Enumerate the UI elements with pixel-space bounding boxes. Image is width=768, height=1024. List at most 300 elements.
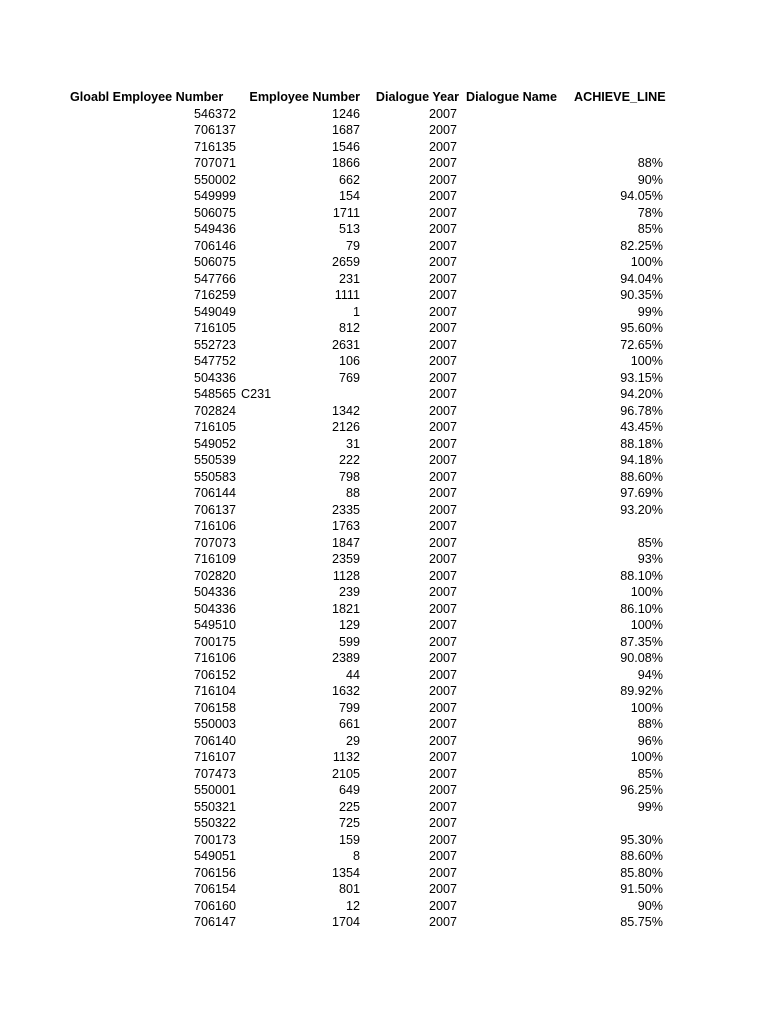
cell-achieve-line: 88.18% — [620, 436, 663, 451]
cell-dialogue-year: 2007 — [428, 601, 457, 616]
cell-global-employee-number: 706137 — [193, 502, 236, 517]
cell-global-employee-number: 706137 — [193, 123, 236, 137]
cell-global-employee-number: 716105 — [193, 420, 236, 434]
table-row — [68, 221, 666, 238]
cell-dialogue-name — [460, 898, 565, 915]
table-row — [68, 403, 666, 420]
table-row — [68, 122, 666, 139]
cell-dialogue-name — [460, 205, 565, 222]
cell-achieve-line: 94% — [637, 667, 663, 682]
cell-employee-number: 1342 — [331, 403, 360, 418]
cell-global-employee-number: 706140 — [193, 733, 236, 748]
cell-global-employee-number: 706156 — [193, 865, 236, 880]
header-employee-number: Employee Number — [249, 90, 360, 104]
table-row — [68, 436, 666, 453]
cell-achieve-line: 94.20% — [620, 387, 663, 401]
cell-achieve-line: 88% — [637, 156, 663, 170]
cell-dialogue-year: 2007 — [428, 535, 457, 550]
cell-dialogue-year: 2007 — [428, 453, 457, 467]
table-row — [68, 881, 666, 898]
cell-dialogue-name — [460, 271, 565, 288]
cell-achieve-line — [565, 815, 666, 832]
cell-achieve-line: 86.10% — [620, 601, 663, 616]
cell-dialogue-name — [460, 584, 565, 601]
cell-dialogue-name — [460, 568, 565, 585]
table-row — [68, 386, 666, 403]
table-row — [68, 304, 666, 321]
cell-achieve-line: 96.25% — [620, 783, 663, 797]
cell-global-employee-number: 549052 — [193, 436, 236, 451]
cell-dialogue-name — [460, 139, 565, 156]
cell-dialogue-year: 2007 — [428, 288, 457, 302]
cell-dialogue-name — [460, 469, 565, 486]
cell-global-employee-number: 716135 — [193, 139, 236, 154]
cell-global-employee-number: 552723 — [193, 337, 236, 352]
cell-dialogue-name — [460, 782, 565, 799]
cell-employee-number: 106 — [338, 354, 360, 368]
cell-dialogue-year: 2007 — [428, 865, 457, 880]
cell-achieve-line: 94.04% — [620, 271, 663, 286]
cell-global-employee-number: 716104 — [193, 684, 236, 698]
cell-dialogue-name — [460, 436, 565, 453]
cell-employee-number: 2389 — [331, 651, 360, 665]
cell-global-employee-number: 550002 — [193, 172, 236, 187]
cell-employee-number: 799 — [338, 700, 360, 715]
cell-global-employee-number: 550003 — [193, 717, 236, 731]
table-row — [68, 320, 666, 337]
cell-dialogue-name — [460, 172, 565, 189]
table-row — [68, 337, 666, 354]
cell-achieve-line: 90% — [637, 898, 663, 913]
cell-global-employee-number: 706146 — [193, 238, 236, 253]
cell-dialogue-name — [460, 683, 565, 700]
cell-dialogue-year: 2007 — [428, 832, 457, 847]
cell-employee-number: 1632 — [331, 684, 360, 698]
cell-dialogue-year: 2007 — [428, 519, 457, 533]
table-row — [68, 700, 666, 717]
table-row — [68, 106, 666, 123]
table-row — [68, 188, 666, 205]
cell-achieve-line: 89.92% — [620, 684, 663, 698]
cell-achieve-line: 85% — [637, 766, 663, 781]
cell-achieve-line: 93.20% — [620, 502, 663, 517]
cell-global-employee-number: 706147 — [193, 915, 236, 929]
cell-achieve-line — [565, 518, 666, 535]
table-row — [68, 832, 666, 849]
cell-global-employee-number: 548565 — [193, 387, 236, 401]
table-row — [68, 617, 666, 634]
cell-achieve-line — [565, 139, 666, 156]
cell-achieve-line: 96.78% — [620, 403, 663, 418]
cell-global-employee-number: 716105 — [193, 321, 236, 335]
table-row — [68, 667, 666, 684]
table-row — [68, 254, 666, 271]
cell-dialogue-year: 2007 — [428, 436, 457, 451]
cell-employee-number: 2659 — [331, 255, 360, 269]
cell-achieve-line: 88.60% — [620, 849, 663, 863]
table-header — [68, 89, 666, 106]
table-row — [68, 287, 666, 304]
cell-achieve-line: 94.05% — [620, 189, 663, 203]
cell-dialogue-year: 2007 — [428, 106, 457, 121]
cell-dialogue-name — [460, 766, 565, 783]
cell-dialogue-year: 2007 — [428, 766, 457, 781]
cell-dialogue-year: 2007 — [428, 849, 457, 863]
table-row — [68, 733, 666, 750]
cell-employee-number: 44 — [345, 667, 360, 682]
cell-achieve-line: 99% — [637, 304, 663, 319]
cell-employee-number: 1128 — [332, 568, 360, 583]
table-row — [68, 370, 666, 387]
cell-employee-number: 88 — [345, 486, 360, 500]
cell-achieve-line: 78% — [637, 205, 663, 220]
table-row — [68, 205, 666, 222]
table-row — [68, 238, 666, 255]
cell-dialogue-year: 2007 — [428, 568, 457, 583]
cell-global-employee-number: 716109 — [193, 552, 236, 566]
cell-dialogue-year: 2007 — [428, 799, 457, 814]
cell-dialogue-year: 2007 — [428, 469, 457, 484]
cell-dialogue-year: 2007 — [428, 783, 457, 797]
cell-achieve-line: 100% — [630, 618, 663, 632]
table-row — [68, 634, 666, 651]
cell-dialogue-name — [460, 667, 565, 684]
cell-dialogue-year: 2007 — [428, 733, 457, 748]
cell-dialogue-year: 2007 — [428, 189, 457, 203]
cell-dialogue-name — [460, 353, 565, 370]
cell-dialogue-year: 2007 — [428, 321, 457, 335]
cell-dialogue-year: 2007 — [428, 717, 457, 731]
header-dialogue-year: Dialogue Year — [375, 90, 459, 104]
cell-achieve-line — [565, 122, 666, 139]
table-row — [68, 485, 666, 502]
cell-achieve-line: 93.15% — [620, 370, 663, 385]
cell-employee-number: 29 — [345, 733, 360, 748]
cell-global-employee-number: 702824 — [193, 403, 236, 418]
table-row — [68, 502, 666, 519]
cell-employee-number: 2126 — [331, 420, 360, 434]
cell-dialogue-name — [460, 403, 565, 420]
cell-dialogue-name — [460, 386, 565, 403]
cell-dialogue-year: 2007 — [428, 651, 457, 665]
table-row — [68, 766, 666, 783]
cell-global-employee-number: 700173 — [193, 832, 236, 847]
cell-dialogue-year: 2007 — [428, 156, 457, 170]
cell-dialogue-name — [460, 535, 565, 552]
table-row — [68, 749, 666, 766]
cell-achieve-line: 85% — [637, 535, 663, 550]
cell-dialogue-year: 2007 — [428, 684, 457, 698]
cell-global-employee-number: 716107 — [193, 750, 236, 764]
cell-dialogue-name — [460, 881, 565, 898]
cell-dialogue-year: 2007 — [428, 667, 457, 682]
cell-employee-number: 2631 — [331, 337, 360, 352]
cell-employee-number: 222 — [338, 453, 360, 467]
cell-dialogue-year: 2007 — [428, 585, 457, 599]
cell-dialogue-year: 2007 — [428, 304, 457, 319]
table-row — [68, 815, 666, 832]
header-row — [68, 89, 666, 106]
cell-employee-number: 31 — [345, 436, 360, 451]
cell-dialogue-name — [460, 320, 565, 337]
cell-achieve-line: 72.65% — [620, 337, 663, 352]
cell-dialogue-name — [460, 304, 565, 321]
table-row — [68, 353, 666, 370]
table-row — [68, 172, 666, 189]
cell-dialogue-year: 2007 — [428, 403, 457, 418]
cell-achieve-line: 100% — [630, 255, 663, 269]
cell-employee-number: 662 — [338, 172, 360, 187]
header-dialogue-name: Dialogue Name — [466, 90, 557, 104]
cell-achieve-line: 96% — [637, 733, 663, 748]
cell-dialogue-name — [460, 452, 565, 469]
cell-dialogue-year: 2007 — [428, 898, 457, 913]
cell-dialogue-year: 2007 — [428, 502, 457, 517]
table-row — [68, 452, 666, 469]
cell-achieve-line: 97.69% — [620, 486, 663, 500]
cell-dialogue-year: 2007 — [428, 816, 457, 830]
cell-global-employee-number: 706160 — [193, 898, 236, 913]
table-row — [68, 799, 666, 816]
cell-employee-number: 2335 — [331, 502, 360, 517]
cell-dialogue-name — [460, 518, 565, 535]
cell-achieve-line: 90.08% — [620, 651, 663, 665]
cell-dialogue-year: 2007 — [428, 915, 457, 929]
table-row — [68, 568, 666, 585]
cell-employee-number: 513 — [338, 222, 360, 236]
cell-global-employee-number: 506075 — [193, 205, 236, 220]
cell-dialogue-name — [460, 634, 565, 651]
cell-dialogue-name — [460, 716, 565, 733]
cell-achieve-line: 90% — [637, 172, 663, 187]
cell-employee-number: 1687 — [331, 123, 360, 137]
cell-dialogue-name — [460, 601, 565, 618]
cell-dialogue-year: 2007 — [428, 750, 457, 764]
cell-employee-number: 231 — [338, 271, 360, 286]
table-row — [68, 716, 666, 733]
cell-achieve-line: 43.45% — [620, 420, 663, 434]
header-global-employee-number: Gloabl Employee Number — [70, 90, 224, 104]
cell-achieve-line: 91.50% — [620, 882, 663, 896]
cell-dialogue-name — [460, 815, 565, 832]
table-row — [68, 865, 666, 882]
cell-achieve-line: 90.35% — [620, 288, 663, 302]
cell-global-employee-number: 550322 — [193, 816, 236, 830]
cell-dialogue-name — [460, 254, 565, 271]
cell-achieve-line: 93% — [637, 552, 663, 566]
cell-employee-number: C231 — [241, 387, 272, 401]
cell-global-employee-number: 550001 — [193, 783, 236, 797]
cell-dialogue-name — [460, 551, 565, 568]
employee-dialogue-table — [68, 89, 666, 931]
cell-employee-number: 769 — [338, 370, 360, 385]
cell-achieve-line: 85.80% — [620, 865, 663, 880]
header-achieve-line: ACHIEVE_LINE — [574, 90, 666, 104]
cell-employee-number: 801 — [338, 882, 360, 896]
cell-employee-number: 12 — [345, 898, 360, 913]
cell-employee-number: 1866 — [331, 156, 360, 170]
cell-dialogue-year: 2007 — [428, 882, 457, 896]
cell-achieve-line: 95.60% — [620, 321, 663, 335]
spreadsheet-page — [0, 89, 768, 931]
cell-employee-number: 1763 — [331, 519, 360, 533]
cell-achieve-line — [565, 106, 666, 123]
cell-dialogue-name — [460, 122, 565, 139]
cell-dialogue-name — [460, 238, 565, 255]
cell-global-employee-number: 716259 — [193, 288, 236, 302]
cell-global-employee-number: 546372 — [193, 106, 236, 121]
table-row — [68, 683, 666, 700]
cell-dialogue-year: 2007 — [428, 222, 457, 236]
cell-global-employee-number: 550321 — [193, 799, 236, 814]
cell-dialogue-year: 2007 — [428, 255, 457, 269]
cell-dialogue-name — [460, 832, 565, 849]
cell-dialogue-year: 2007 — [428, 700, 457, 715]
cell-dialogue-name — [460, 700, 565, 717]
table-row — [68, 551, 666, 568]
cell-employee-number: 725 — [338, 816, 360, 830]
cell-dialogue-name — [460, 848, 565, 865]
cell-global-employee-number: 706158 — [193, 700, 236, 715]
cell-employee-number: 1 — [352, 304, 360, 319]
table-row — [68, 139, 666, 156]
table-row — [68, 419, 666, 436]
cell-employee-number: 1132 — [332, 750, 360, 764]
cell-global-employee-number: 550583 — [193, 469, 236, 484]
cell-global-employee-number: 706154 — [193, 882, 236, 896]
cell-global-employee-number: 549510 — [193, 618, 236, 632]
cell-dialogue-name — [460, 188, 565, 205]
cell-achieve-line: 88.60% — [620, 469, 663, 484]
cell-dialogue-year: 2007 — [428, 486, 457, 500]
cell-employee-number: 1821 — [331, 601, 360, 616]
cell-employee-number: 2359 — [331, 552, 360, 566]
table-body — [68, 106, 666, 931]
cell-achieve-line: 87.35% — [620, 634, 663, 649]
table-row — [68, 848, 666, 865]
cell-dialogue-name — [460, 502, 565, 519]
cell-global-employee-number: 549049 — [193, 304, 236, 319]
cell-global-employee-number: 506075 — [193, 255, 236, 269]
cell-global-employee-number: 547766 — [193, 271, 236, 286]
table-row — [68, 271, 666, 288]
cell-global-employee-number: 707473 — [193, 766, 236, 781]
cell-dialogue-year: 2007 — [428, 370, 457, 385]
cell-dialogue-name — [460, 650, 565, 667]
table-row — [68, 782, 666, 799]
cell-dialogue-name — [460, 733, 565, 750]
cell-employee-number: 1847 — [331, 535, 360, 550]
cell-global-employee-number: 707071 — [193, 156, 236, 170]
cell-dialogue-name — [460, 914, 565, 931]
table-row — [68, 898, 666, 915]
cell-achieve-line: 94.18% — [620, 453, 663, 467]
cell-dialogue-year: 2007 — [428, 618, 457, 632]
cell-achieve-line: 95.30% — [620, 832, 663, 847]
cell-global-employee-number: 549436 — [193, 222, 236, 236]
cell-global-employee-number: 504336 — [193, 585, 236, 599]
cell-dialogue-name — [460, 749, 565, 766]
cell-dialogue-year: 2007 — [428, 634, 457, 649]
cell-global-employee-number: 504336 — [193, 370, 236, 385]
cell-dialogue-year: 2007 — [428, 172, 457, 187]
cell-employee-number: 1704 — [331, 915, 360, 929]
cell-global-employee-number: 716106 — [193, 651, 236, 665]
cell-dialogue-name — [460, 106, 565, 123]
cell-dialogue-name — [460, 799, 565, 816]
cell-dialogue-year: 2007 — [428, 552, 457, 566]
cell-employee-number: 129 — [338, 618, 360, 632]
cell-dialogue-year: 2007 — [428, 238, 457, 253]
cell-dialogue-name — [460, 419, 565, 436]
cell-dialogue-year: 2007 — [428, 420, 457, 434]
cell-global-employee-number: 707073 — [193, 535, 236, 550]
cell-dialogue-name — [460, 370, 565, 387]
cell-global-employee-number: 702820 — [193, 568, 236, 583]
cell-employee-number: 812 — [338, 321, 360, 335]
cell-global-employee-number: 706152 — [193, 667, 236, 682]
cell-dialogue-name — [460, 337, 565, 354]
cell-dialogue-year: 2007 — [428, 354, 457, 368]
cell-dialogue-year: 2007 — [428, 139, 457, 154]
cell-employee-number: 649 — [338, 783, 360, 797]
cell-achieve-line: 85.75% — [620, 915, 663, 929]
table-row — [68, 518, 666, 535]
cell-employee-number: 1354 — [331, 865, 360, 880]
cell-employee-number: 225 — [338, 799, 360, 814]
cell-employee-number: 661 — [338, 717, 360, 731]
table-row — [68, 469, 666, 486]
cell-dialogue-year: 2007 — [428, 337, 457, 352]
cell-dialogue-name — [460, 287, 565, 304]
cell-global-employee-number: 549999 — [193, 189, 236, 203]
cell-dialogue-year: 2007 — [428, 387, 457, 401]
cell-achieve-line: 100% — [630, 354, 663, 368]
cell-achieve-line: 100% — [630, 585, 663, 599]
table-row — [68, 155, 666, 172]
cell-employee-number: 599 — [338, 634, 360, 649]
cell-employee-number: 79 — [345, 238, 360, 253]
table-row — [68, 601, 666, 618]
cell-global-employee-number: 700175 — [193, 634, 236, 649]
cell-employee-number: 154 — [338, 189, 360, 203]
cell-employee-number: 1711 — [332, 205, 360, 220]
cell-achieve-line: 88% — [637, 717, 663, 731]
cell-employee-number: 1111 — [334, 288, 360, 302]
cell-dialogue-name — [460, 485, 565, 502]
cell-global-employee-number: 549051 — [193, 849, 236, 863]
cell-global-employee-number: 706144 — [193, 486, 236, 500]
cell-dialogue-year: 2007 — [428, 205, 457, 220]
table-row — [68, 584, 666, 601]
cell-dialogue-name — [460, 617, 565, 634]
cell-achieve-line: 100% — [630, 750, 663, 764]
cell-global-employee-number: 547752 — [193, 354, 236, 368]
cell-dialogue-year: 2007 — [428, 123, 457, 137]
cell-employee-number: 239 — [338, 585, 360, 599]
cell-achieve-line: 85% — [637, 222, 663, 236]
cell-achieve-line: 100% — [630, 700, 663, 715]
cell-global-employee-number: 716106 — [193, 519, 236, 533]
cell-dialogue-name — [460, 865, 565, 882]
cell-employee-number: 1246 — [331, 106, 360, 121]
cell-dialogue-year: 2007 — [428, 271, 457, 286]
cell-employee-number: 159 — [338, 832, 360, 847]
cell-dialogue-name — [460, 155, 565, 172]
cell-achieve-line: 99% — [637, 799, 663, 814]
cell-employee-number: 2105 — [331, 766, 360, 781]
table-row — [68, 914, 666, 931]
